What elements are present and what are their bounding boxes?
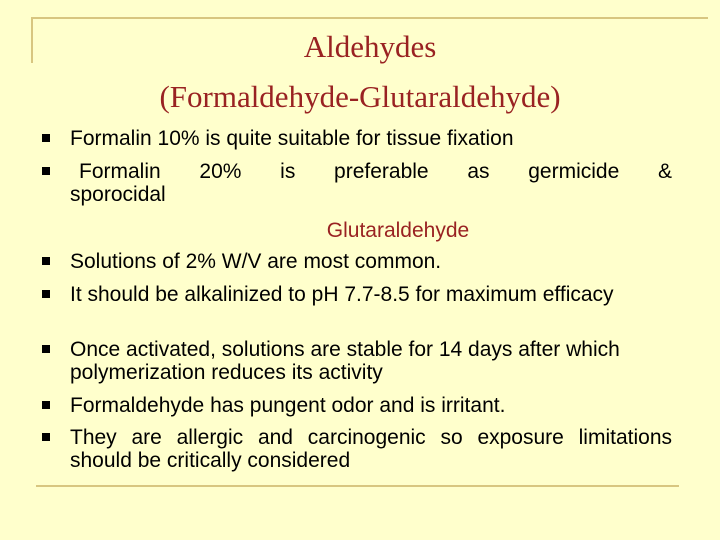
bullet-item-activated-stability — [42, 338, 672, 384]
square-bullet-icon — [42, 290, 50, 298]
slide-frame-bottom-rule — [36, 485, 679, 487]
glutaraldehyde-subheading: Glutaraldehyde — [326, 219, 470, 242]
bullet-text: It should be alkalinized to pH 7.7-8.5 for maximum efficacy — [70, 283, 614, 306]
square-bullet-icon — [42, 167, 50, 175]
slide-title-line-2: (Formaldehyde-Glutaraldehyde) — [159, 79, 561, 114]
slide-title-line-1: Aldehydes — [303, 29, 437, 64]
bullet-item-formalin-20 — [42, 160, 672, 206]
square-bullet-icon — [42, 345, 50, 353]
bullet-item-solutions-2-percent — [42, 250, 672, 273]
slide-frame-top-rule — [32, 17, 708, 19]
square-bullet-icon — [42, 134, 50, 142]
bullet-text: Solutions of 2% W/V are most common. — [70, 250, 442, 273]
bullet-text: They are allergic and carcinogenic so exposure limitations should be critically considered — [70, 426, 672, 472]
bullet-item-pungent-odor — [42, 394, 672, 417]
bullet-text-line-1: Formalin 20% is preferable as germicide & — [79, 160, 672, 183]
bullet-item-alkalinized — [42, 283, 672, 306]
square-bullet-icon — [42, 433, 50, 441]
bullet-text: Formalin 10% is quite suitable for tissue fixation — [70, 127, 514, 150]
bullet-text: Formaldehyde has pungent odor and is irritant. — [70, 394, 506, 417]
square-bullet-icon — [42, 257, 50, 265]
bullet-text-line-2: sporocidal — [70, 183, 166, 206]
bullet-item-allergic-carcinogenic — [42, 426, 672, 472]
bullet-text: Once activated, solutions are stable for 14 days after which polymerization reduces its activity — [70, 338, 620, 384]
bullet-item-formalin-10 — [42, 127, 672, 150]
square-bullet-icon — [42, 401, 50, 409]
